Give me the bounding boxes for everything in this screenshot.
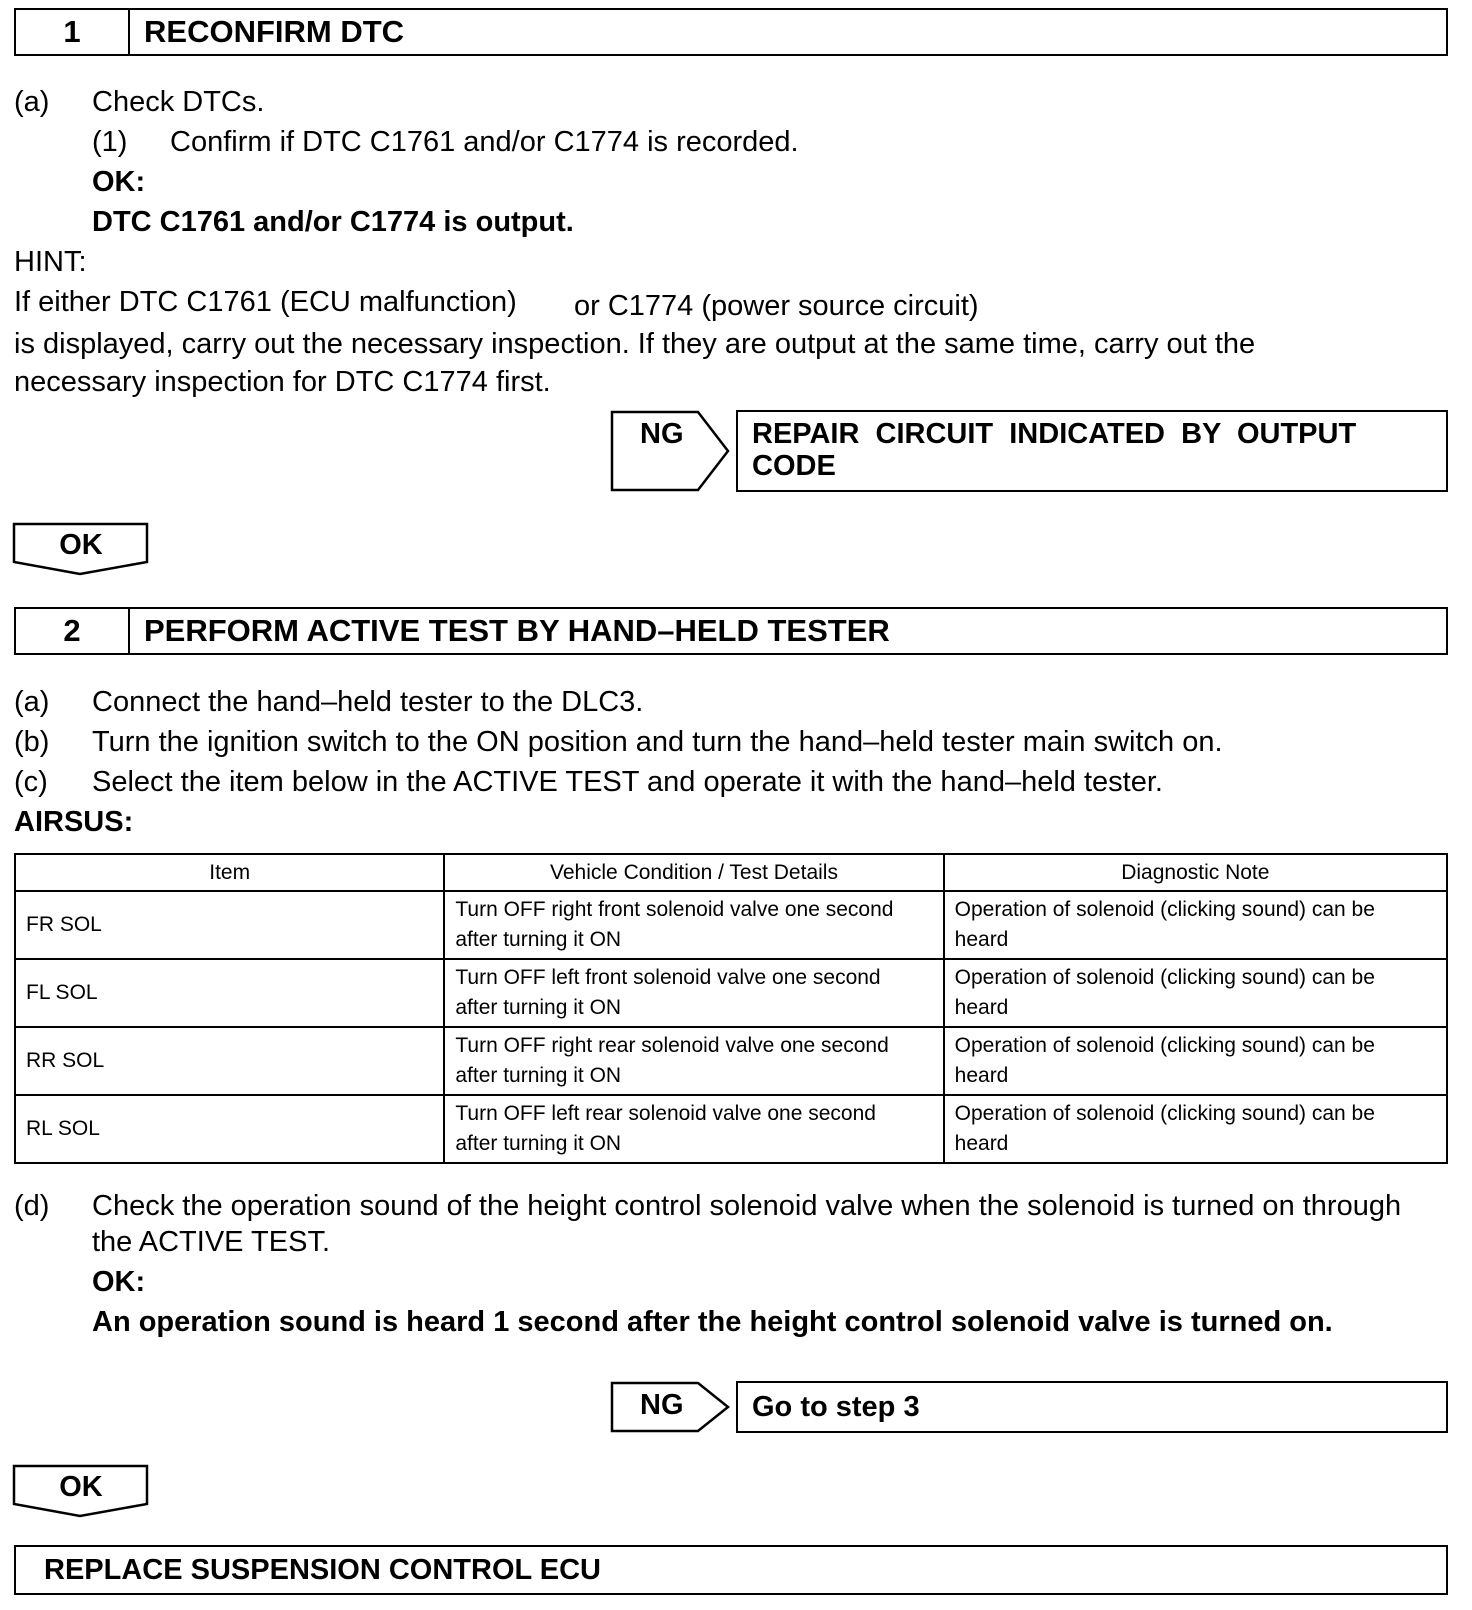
step-2-ng-arrow <box>610 1381 732 1433</box>
row-item: FL SOL <box>15 959 444 1027</box>
step-1-a-text: Check DTCs. <box>92 86 265 118</box>
step-1-ng-label: NG <box>640 418 684 450</box>
row-condition-line2: after turning it ON <box>455 1064 622 1087</box>
step-1-hint-line1b: or C1774 (power source circuit) <box>574 290 979 322</box>
step-2-ok-arrow-label: OK <box>59 1471 103 1503</box>
step-1-ok-text: DTC C1761 and/or C1774 is output. <box>92 206 574 238</box>
row-condition-line2: after turning it ON <box>455 928 622 951</box>
step-2-ok-arrow <box>12 1464 150 1518</box>
step-1-ng-result-line1: REPAIR CIRCUIT INDICATED BY OUTPUT <box>752 418 1357 450</box>
row-note-line2: heard <box>954 996 1009 1019</box>
step-2-ok-text: An operation sound is heard 1 second after the height control solenoid valve is turned on. <box>92 1306 1333 1338</box>
step-2-header <box>14 607 1448 655</box>
step-1-ng-result <box>736 410 1448 492</box>
step-2-c-label: (c) <box>14 766 48 798</box>
step-2-ng-result: Go to step 3 <box>736 1381 1448 1433</box>
step-1-sub1-text: Confirm if DTC C1761 and/or C1774 is recorded. <box>170 126 799 158</box>
step-1-ok-label: OK: <box>92 166 146 198</box>
row-note-line2: heard <box>954 928 1009 951</box>
step-1-hint-line2: is displayed, carry out the necessary inspection. If they are output at the same time, carry out the <box>14 328 1256 360</box>
row-note-line1: Operation of solenoid (clicking sound) can be <box>954 1034 1375 1057</box>
row-note <box>944 1027 1447 1095</box>
table-header-row <box>15 854 1447 891</box>
row-condition <box>444 1095 943 1163</box>
row-condition-line1: Turn OFF right rear solenoid valve one second <box>455 1034 889 1057</box>
row-condition-line1: Turn OFF left rear solenoid valve one second <box>455 1102 876 1125</box>
row-condition-line2: after turning it ON <box>455 1132 622 1155</box>
step-1-ok-arrow <box>12 522 150 576</box>
row-note-line1: Operation of solenoid (clicking sound) can be <box>954 966 1375 989</box>
step-2-title: PERFORM ACTIVE TEST BY HAND–HELD TESTER <box>144 613 890 648</box>
header-item: Item <box>15 854 444 891</box>
table-row <box>15 1095 1447 1163</box>
row-note-line2: heard <box>954 1064 1009 1087</box>
step-2-ng-label: NG <box>640 1389 684 1421</box>
step-1-number: 1 <box>16 10 130 54</box>
step-2-b-text: Turn the ignition switch to the ON position and turn the hand–held tester main switch on. <box>92 726 1223 758</box>
step-1-hint-line1a: If either DTC C1761 (ECU malfunction) <box>14 286 517 318</box>
step-1-header <box>14 8 1448 56</box>
row-condition-line2: after turning it ON <box>455 996 622 1019</box>
step-1-sub1-label: (1) <box>92 126 128 158</box>
step-1-hint-label: HINT: <box>14 246 87 278</box>
row-condition-line1: Turn OFF right front solenoid valve one second <box>455 898 894 921</box>
step-2-d-text1: Check the operation sound of the height control solenoid valve when the solenoid is turned on through <box>92 1190 1402 1222</box>
final-action-box: REPLACE SUSPENSION CONTROL ECU <box>14 1545 1448 1595</box>
row-condition-line1: Turn OFF left front solenoid valve one second <box>455 966 881 989</box>
step-2-number: 2 <box>16 609 130 653</box>
row-note <box>944 1095 1447 1163</box>
step-1-hint-line3: necessary inspection for DTC C1774 first. <box>14 366 551 398</box>
row-condition <box>444 959 943 1027</box>
row-note-line1: Operation of solenoid (clicking sound) can be <box>954 1102 1375 1125</box>
step-2-d-text2: the ACTIVE TEST. <box>92 1226 331 1258</box>
row-item: FR SOL <box>15 891 444 959</box>
row-item: RR SOL <box>15 1027 444 1095</box>
row-condition <box>444 1027 943 1095</box>
header-note: Diagnostic Note <box>944 854 1447 891</box>
step-1-ok-arrow-label: OK <box>59 529 103 561</box>
table-row <box>15 1027 1447 1095</box>
step-1-ng-arrow <box>610 410 732 492</box>
row-note <box>944 959 1447 1027</box>
row-note <box>944 891 1447 959</box>
step-1-a-label: (a) <box>14 86 50 118</box>
step-2-d-label: (d) <box>14 1190 50 1222</box>
airsus-table <box>14 853 1448 1164</box>
row-note-line2: heard <box>954 1132 1009 1155</box>
step-2-a-label: (a) <box>14 686 50 718</box>
step-2-b-label: (b) <box>14 726 50 758</box>
step-2-a-text: Connect the hand–held tester to the DLC3. <box>92 686 644 718</box>
step-1-title: RECONFIRM DTC <box>144 14 405 49</box>
airsus-label: AIRSUS: <box>14 806 134 838</box>
table-row <box>15 959 1447 1027</box>
table-row <box>15 891 1447 959</box>
row-note-line1: Operation of solenoid (clicking sound) can be <box>954 898 1375 921</box>
header-condition: Vehicle Condition / Test Details <box>444 854 943 891</box>
step-1-ng-result-line2: CODE <box>752 450 836 482</box>
row-item: RL SOL <box>15 1095 444 1163</box>
row-condition <box>444 891 943 959</box>
step-2-ok-label: OK: <box>92 1266 146 1298</box>
step-2-c-text: Select the item below in the ACTIVE TEST and operate it with the hand–held tester. <box>92 766 1163 798</box>
